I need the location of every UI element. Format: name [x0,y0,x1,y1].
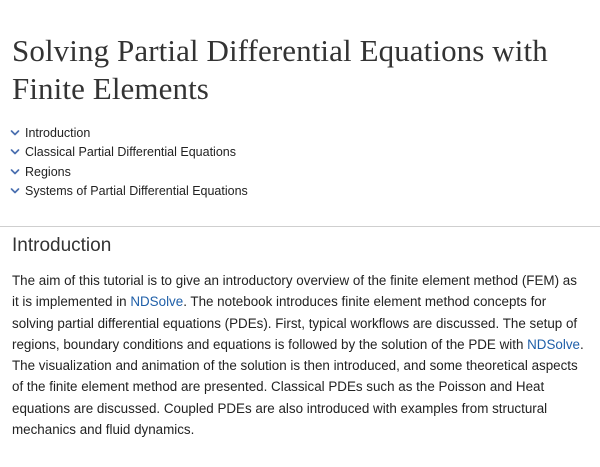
section-divider [0,226,600,227]
toc-item-regions[interactable] [10,162,248,182]
toc-item-label: Introduction [25,125,91,140]
chevron-down-icon [10,168,20,176]
ndsolve-link[interactable]: NDSolve [527,336,580,352]
chevron-down-icon [10,148,20,156]
paragraph-text: The aim of this tutorial is to give an introductory overview of the finite element method (FEM) as it is implemented in [12,273,577,310]
toc-item-systems-of-pdes[interactable] [10,182,248,202]
ndsolve-link[interactable]: NDSolve [130,294,184,310]
toc-item-introduction[interactable] [10,123,248,143]
introduction-paragraph [12,270,586,440]
section-heading-introduction: Introduction [12,235,112,256]
chevron-down-icon [10,187,20,195]
paragraph-text: . The visualization and animation of the solution is then introduced, and some theoretical aspects of the finite element method are presented. Classical PDEs such as the Poisson and Heat equations are discussed. Coupled PDEs are also introduced with examples from structural mechanics and fluid dynamics. [12,336,584,438]
table-of-contents [10,123,248,201]
toc-item-classical-pdes[interactable] [10,143,248,163]
toc-item-label: Regions [25,164,71,179]
paragraph-text: . The notebook introduces finite element method concepts for solving partial differential equations (PDEs). First, typical workflows are discussed. The setup of regions, boundary conditions and equations is followed by the solution of the PDE with [12,294,578,352]
chevron-down-icon [10,129,20,137]
toc-item-label: Classical Partial Differential Equations [25,145,236,160]
page-title: Solving Partial Differential Equations with Finite Elements [12,33,548,106]
toc-item-label: Systems of Partial Differential Equations [25,184,248,199]
